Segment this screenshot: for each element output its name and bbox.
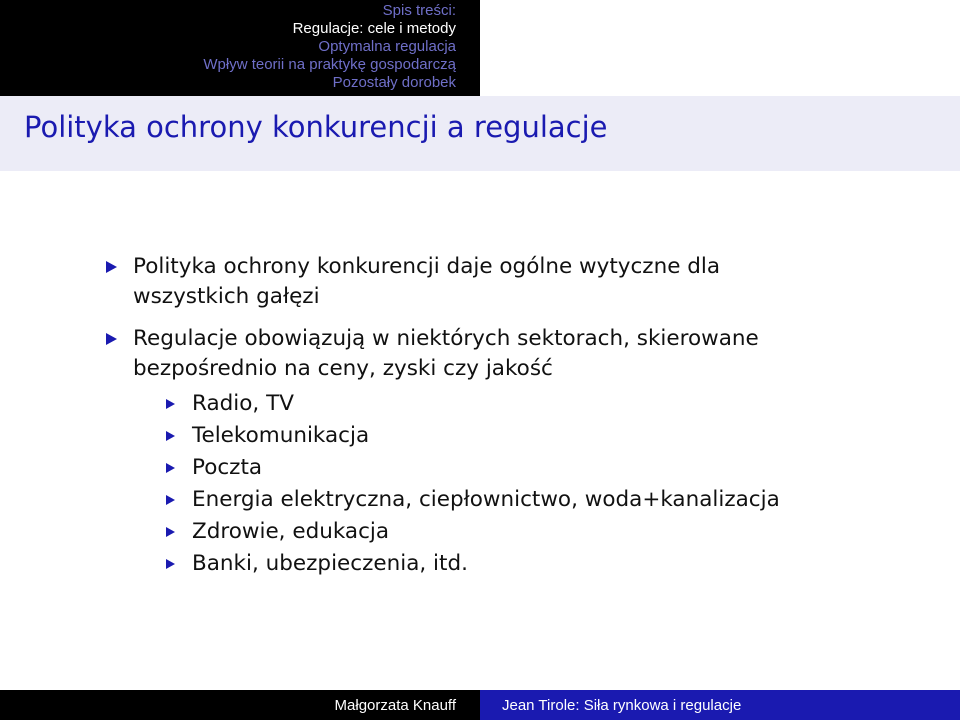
footer-author: Małgorzata Knauff xyxy=(334,697,456,714)
sub-bullet-triangle-icon xyxy=(166,399,175,409)
slide-content xyxy=(0,252,960,580)
sub-bullet-triangle-icon xyxy=(166,463,175,473)
header-navigation xyxy=(0,0,480,96)
sub-bullet-triangle-icon xyxy=(166,559,175,569)
bullet-text: Regulacje obowiązują w niektórych sektorach, skierowane bezpośrednio na ceny, zyski czy jakość xyxy=(133,326,759,381)
sub-bullet-text: Zdrowie, edukacja xyxy=(192,519,390,544)
sub-bullet-triangle-icon xyxy=(166,495,175,505)
sub-bullet-text: Radio, TV xyxy=(192,391,294,416)
sub-bullet-triangle-icon xyxy=(166,527,175,537)
sub-bullet-item xyxy=(0,388,840,420)
bullet-item xyxy=(0,324,960,580)
bullet-triangle-icon xyxy=(106,333,117,345)
nav-item-regulation-goals[interactable]: Regulacje: cele i metody xyxy=(292,20,456,37)
bullet-text: Polityka ochrony konkurencji daje ogólne wytyczne dla wszystkich gałęzi xyxy=(133,254,721,309)
bullet-list xyxy=(0,252,960,580)
footer-author-bar xyxy=(0,690,480,720)
frame-title-bar xyxy=(0,96,960,171)
sub-bullet-item xyxy=(0,452,840,484)
sub-bullet-item xyxy=(0,420,840,452)
slide-title: Polityka ochrony konkurencji a regulacje xyxy=(24,110,608,144)
footer-talk-title: Jean Tirole: Siła rynkowa i regulacje xyxy=(502,697,742,714)
sub-bullet-item xyxy=(0,548,840,580)
sub-bullet-text: Telekomunikacja xyxy=(192,423,370,448)
nav-item-optimal-regulation[interactable]: Optymalna regulacja xyxy=(318,38,456,55)
sub-bullet-item xyxy=(0,484,840,516)
nav-item-theory-practice[interactable]: Wpływ teorii na praktykę gospodarczą xyxy=(203,56,456,73)
bullet-triangle-icon xyxy=(106,261,117,273)
sub-bullet-text: Banki, ubezpieczenia, itd. xyxy=(192,551,468,576)
section-nav-list xyxy=(203,2,456,92)
bullet-item xyxy=(0,252,960,312)
header-blank-area xyxy=(480,0,960,96)
nav-item-other-work[interactable]: Pozostały dorobek xyxy=(332,74,456,91)
sub-bullet-list xyxy=(133,388,840,580)
nav-item-contents[interactable]: Spis treści: xyxy=(382,2,456,19)
footer-title-bar xyxy=(480,690,960,720)
sub-bullet-triangle-icon xyxy=(166,431,175,441)
sub-bullet-text: Energia elektryczna, ciepłownictwo, woda+kanalizacja xyxy=(192,487,780,512)
sub-bullet-item xyxy=(0,516,840,548)
sub-bullet-text: Poczta xyxy=(192,455,263,480)
